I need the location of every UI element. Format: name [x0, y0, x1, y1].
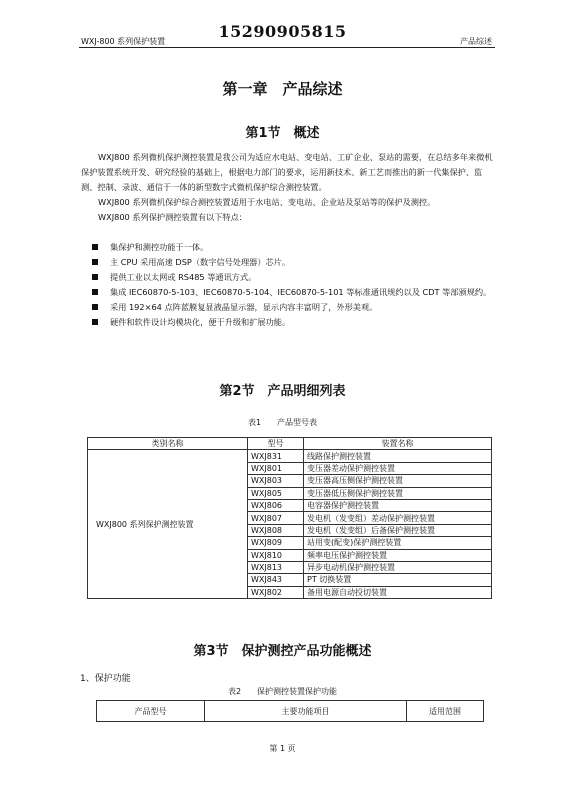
feature-item: 集保护和测控功能于一体。 — [91, 240, 501, 255]
model-cell: WXJ813 — [248, 561, 304, 573]
model-cell: WXJ806 — [248, 499, 304, 511]
model-cell: WXJ801 — [248, 462, 304, 474]
device-name-cell: 站用变(配变)保护测控装置 — [304, 537, 492, 549]
table-header-row — [88, 438, 492, 450]
model-cell: WXJ807 — [248, 512, 304, 524]
table2-caption: 表2 保护测控装置保护功能 — [227, 687, 338, 696]
section1-para2: WXJ800 系列微机保护综合测控装置适用于水电站、变电站、企业站及泵站等的保护及测控。 — [98, 197, 436, 207]
header-model: 型号 — [248, 438, 304, 450]
header-scope: 适用范围 — [407, 701, 484, 722]
section3-title: 第3节 保护测控产品功能概述 — [193, 644, 372, 659]
feature-item: 采用 192×64 点阵蓝膜复显液晶显示器，显示内容丰富明了，外形美观。 — [91, 300, 501, 315]
features-list — [91, 240, 501, 330]
model-cell: WXJ805 — [248, 487, 304, 499]
protection-function-heading: 1、保护功能 — [80, 674, 131, 684]
feature-item: 硬件和软件设计均模块化，便于升级和扩展功能。 — [91, 315, 501, 330]
model-cell: WXJ809 — [248, 537, 304, 549]
header-right: 产品综述 — [460, 37, 492, 46]
header-category: 类别名称 — [88, 438, 248, 450]
device-name-cell: 异步电动机保护测控装置 — [304, 561, 492, 573]
section1-para1: WXJ800 系列微机保护测控装置是我公司为适应水电站、变电站、工矿企业、泵站的需要，在总结多年来微机保护装置系统开发、研究经验的基础上，根据电力部门的要求，运用新技术、新工艺而推出的新一代集保护、监测、控制、录波、通信于一体的新型数字式微机保护综合测控装置。 — [81, 152, 493, 192]
section1-title: 第1节 概述 — [245, 126, 320, 141]
model-cell: WXJ831 — [248, 450, 304, 462]
table-header-row — [97, 701, 484, 722]
product-model-table — [87, 437, 492, 599]
category-cell: WXJ800 系列保护测控装置 — [88, 450, 248, 599]
device-name-cell: 电容器保护测控装置 — [304, 499, 492, 511]
device-name-cell: PT 切换装置 — [304, 574, 492, 586]
header-device-name: 装置名称 — [304, 438, 492, 450]
page-number: 第 1 页 — [269, 744, 296, 753]
model-cell: WXJ843 — [248, 574, 304, 586]
table-row — [88, 450, 492, 462]
device-name-cell: 变压器差动保护测控装置 — [304, 462, 492, 474]
section1-body — [81, 150, 496, 225]
feature-item: 提供工业以太网或 RS485 等通讯方式。 — [91, 270, 501, 285]
model-cell: WXJ810 — [248, 549, 304, 561]
feature-item: 集成 IEC60870-5-103、IEC60870-5-104、IEC60870-5-101 等标准通讯规约以及 CDT 等部颁规约。 — [91, 285, 501, 300]
device-name-cell: 频率电压保护测控装置 — [304, 549, 492, 561]
model-cell: WXJ808 — [248, 524, 304, 536]
device-name-cell: 备用电源自动投切装置 — [304, 586, 492, 598]
header-phone: 15290905815 — [218, 22, 347, 41]
section2-title: 第2节 产品明细列表 — [219, 384, 346, 399]
section1-para3: WXJ800 系列保护测控装置有以下特点： — [98, 212, 247, 222]
table1-caption: 表1 产品型号表 — [247, 418, 318, 427]
header-left: WXJ-800 系列保护装置 — [81, 37, 166, 46]
model-cell: WXJ803 — [248, 475, 304, 487]
device-name-cell: 发电机（发变组）差动保护测控装置 — [304, 512, 492, 524]
device-name-cell: 线路保护测控装置 — [304, 450, 492, 462]
header-main-functions: 主要功能项目 — [205, 701, 407, 722]
chapter-title: 第一章 产品综述 — [222, 80, 343, 98]
header-rule — [79, 47, 495, 48]
device-name-cell: 变压器高压侧保护测控装置 — [304, 475, 492, 487]
feature-item: 主 CPU 采用高速 DSP（数字信号处理器）芯片。 — [91, 255, 501, 270]
device-name-cell: 变压器低压侧保护测控装置 — [304, 487, 492, 499]
device-name-cell: 发电机（发变组）后备保护测控装置 — [304, 524, 492, 536]
protection-function-table — [96, 700, 484, 722]
header-product-model: 产品型号 — [97, 701, 205, 722]
model-cell: WXJ802 — [248, 586, 304, 598]
